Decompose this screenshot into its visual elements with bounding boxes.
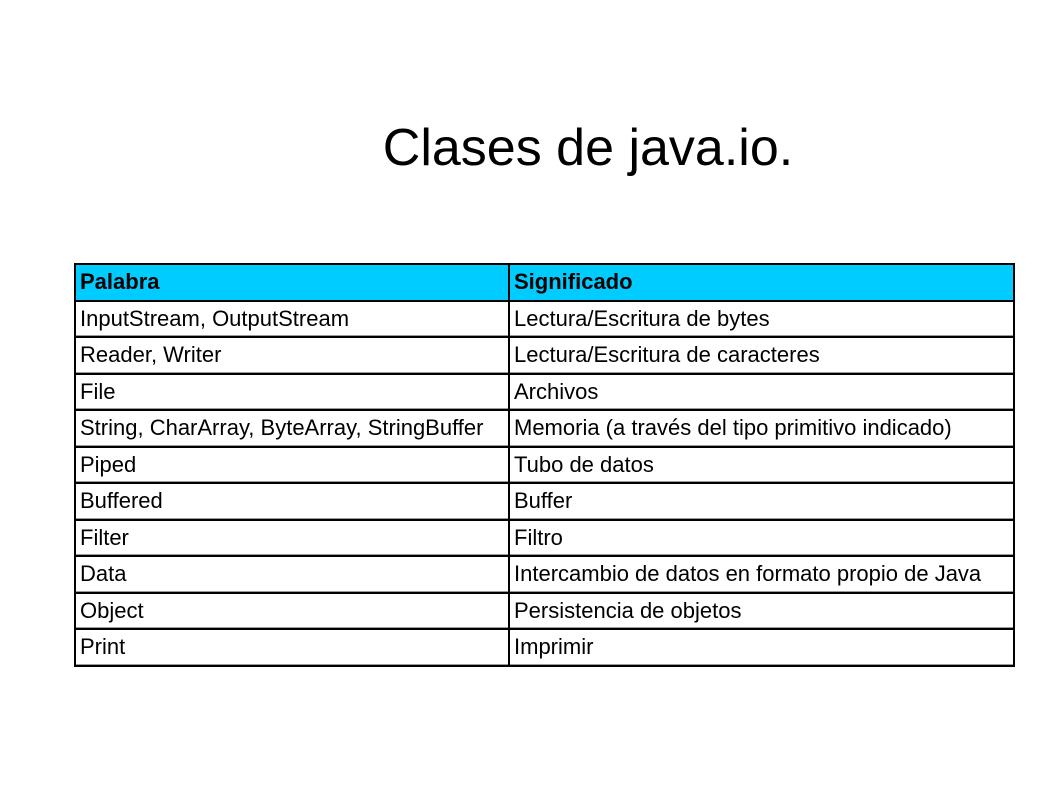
significado-cell: Imprimir [510, 630, 1015, 667]
palabra-cell: Reader, Writer [76, 338, 510, 375]
table-header-row [76, 265, 1015, 302]
significado-cell: Memoria (a través del tipo primitivo indicado) [510, 411, 1015, 448]
significado-cell: Persistencia de objetos [510, 594, 1015, 631]
table-row [76, 521, 1015, 558]
significado-cell: Archivos [510, 375, 1015, 412]
palabra-cell: InputStream, OutputStream [76, 302, 510, 339]
palabra-cell: Buffered [76, 484, 510, 521]
column-header-significado: Significado [510, 265, 1015, 302]
table-row [76, 484, 1015, 521]
significado-cell: Filtro [510, 521, 1015, 558]
palabra-cell: String, CharArray, ByteArray, StringBuffer [76, 411, 510, 448]
table-row [76, 375, 1015, 412]
palabra-cell: Data [76, 557, 510, 594]
table-row [76, 594, 1015, 631]
palabra-cell: Piped [76, 448, 510, 485]
table-row [76, 448, 1015, 485]
table-container [74, 263, 1013, 667]
column-header-palabra: Palabra [76, 265, 510, 302]
table-row [76, 338, 1015, 375]
palabra-cell: Object [76, 594, 510, 631]
table-row [76, 630, 1015, 667]
palabra-cell: Print [76, 630, 510, 667]
table-row [76, 302, 1015, 339]
significado-cell: Tubo de datos [510, 448, 1015, 485]
io-classes-table [74, 263, 1015, 667]
significado-cell: Intercambio de datos en formato propio de Java [510, 557, 1015, 594]
palabra-cell: File [76, 375, 510, 412]
significado-cell: Lectura/Escritura de bytes [510, 302, 1015, 339]
significado-cell: Lectura/Escritura de caracteres [510, 338, 1015, 375]
table-row [76, 557, 1015, 594]
table-row [76, 411, 1015, 448]
palabra-cell: Filter [76, 521, 510, 558]
page-title: Clases de java.io. [382, 119, 794, 177]
significado-cell: Buffer [510, 484, 1015, 521]
